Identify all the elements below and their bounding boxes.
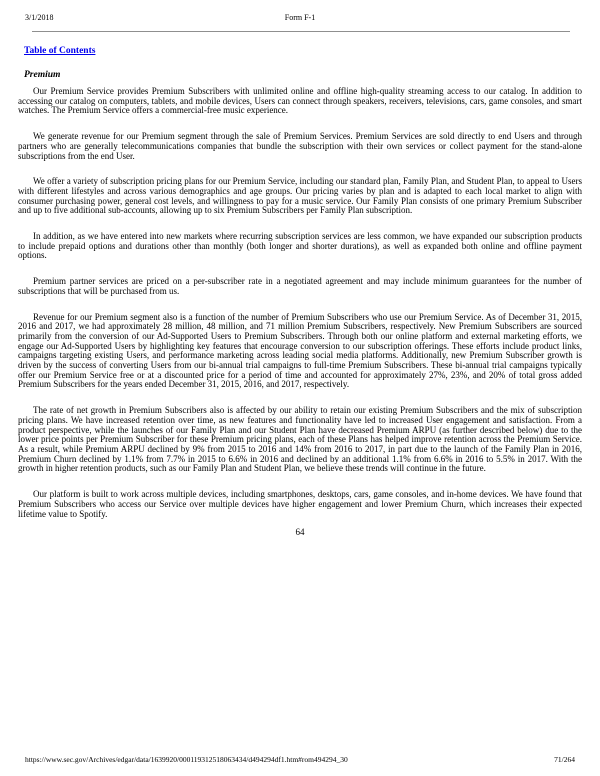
paragraph-premium-service: Our Premium Service provides Premium Subscribers with unlimited online and offline high-quality streaming access to our catalog. In addition to accessing our catalog on computers, tablets, and mobile devices, Users can connect through speakers, receivers, televisions, cars, game consoles, and smart watches. The Premium Service offers a commercial-free music experience. (18, 86, 582, 116)
paragraph-pricing-plans: We offer a variety of subscription pricing plans for our Premium Service, including our standard plan, Family Plan, and Student Plan, to appeal to Users with different lifestyles and across various demographics and age groups. Our pricing varies by plan and is adapted to each local market to align with consumer purchasing power, general cost levels, and willingness to pay for a music service. Our Family Plan consists of one primary Premium Subscriber and up to five additional sub-accounts, allowing up to six Premium Subscribers per Family Plan subscription. (18, 176, 582, 216)
paragraph-multi-device: Our platform is built to work across multiple devices, including smartphones, desktops, cars, game consoles, and in-home devices. We have found that Premium Subscribers who access our Service over multiple devices have higher engagement and lower Premium Churn, which increases their expected lifetime value to Spotify. (18, 489, 582, 519)
paragraph-subscriber-growth: Revenue for our Premium segment also is a function of the number of Premium Subscribers who use our Premium Service. As of December 31, 2015, 2016 and 2017, we had approximately 28 million, 48 million, and 71 million Premium Subscribers, respectively. New Premium Subscribers are sourced primarily from the conversion of our Ad-Supported Users to Premium Subscribers. Through both our online platform and external marketing efforts, we engage our Ad-Supported Users by highlighting key features that encourage conversion to our subscription offerings. These efforts include product links, campaigns targeting existing Users, and performance marketing across leading social media platforms. Additionally, new Premium Subscriber growth is driven by the success of converting Users from our bi-annual trial campaigns to full-time Premium Subscribers. These bi-annual trial campaigns typically offer our Premium Service free or at a discounted price for a period of time and accounted for approximately 27%, 23%, and 20% of total gross added Premium Subscribers for the years ended December 31, 2015, 2016, and 2017, respectively. (18, 311, 582, 390)
header-form-title: Form F-1 (284, 13, 316, 22)
section-heading-premium: Premium (24, 70, 61, 80)
paragraph-retention-churn: The rate of net growth in Premium Subscribers also is affected by our ability to retain our existing Premium Subscribers and the mix of subscription pricing plans. We have increased retention over time, as new features and functionality have led to increased User engagement and satisfaction. From a product perspective, while the launches of our Family Plan and our Student Plan have decreased Premium ARPU (as further described below) due to the lower price points per Premium Subscriber for these Premium pricing plans, each of these Plans has helped improve retention across the Premium Service. As a result, while Premium ARPU declined by 9% from 2015 to 2016 and 14% from 2016 to 2017, in part due to the launch of the Family Plan in 2016, Premium Churn declined by 1.1% from 7.7% in 2015 to 6.6% in 2016 and declined by an additional 1.1% from 6.6% in 2016 to 5.5% in 2017. With the growth in higher retention products, such as our Family Plan and Student Plan, we believe these trends will continue in the future. (18, 405, 582, 474)
paragraph-partner-services: Premium partner services are priced on a per-subscriber rate in a negotiated agreement and may include minimum guarantees for the number of subscriptions that will be purchased from us. (18, 276, 582, 296)
paragraph-new-markets: In addition, as we have entered into new markets where recurring subscription services are less common, we have expanded our subscription products to include prepaid options and durations other than monthly (both longer and shorter durations), as well as expanded both online and offline payment options. (18, 231, 582, 261)
table-of-contents-link[interactable]: Table of Contents (24, 46, 96, 56)
page-footer (25, 756, 575, 765)
page-number: 64 (295, 527, 305, 538)
footer-source-url: https://www.sec.gov/Archives/edgar/data/1639920/000119312518063434/d494294df1.htm#rom494294_30 (25, 754, 348, 764)
header-date: 3/1/2018 (25, 13, 54, 22)
paragraph-revenue-generation: We generate revenue for our Premium segment through the sale of Premium Services. Premium Services are sold directly to end Users and through partners who are generally telecommunications companies that bundle the subscription with their own services or collect payment for the stand-alone subscriptions from the end User. (18, 131, 582, 161)
document-body (0, 32, 600, 537)
footer-page-indicator: 71/264 (554, 754, 575, 764)
page-header (0, 0, 600, 22)
